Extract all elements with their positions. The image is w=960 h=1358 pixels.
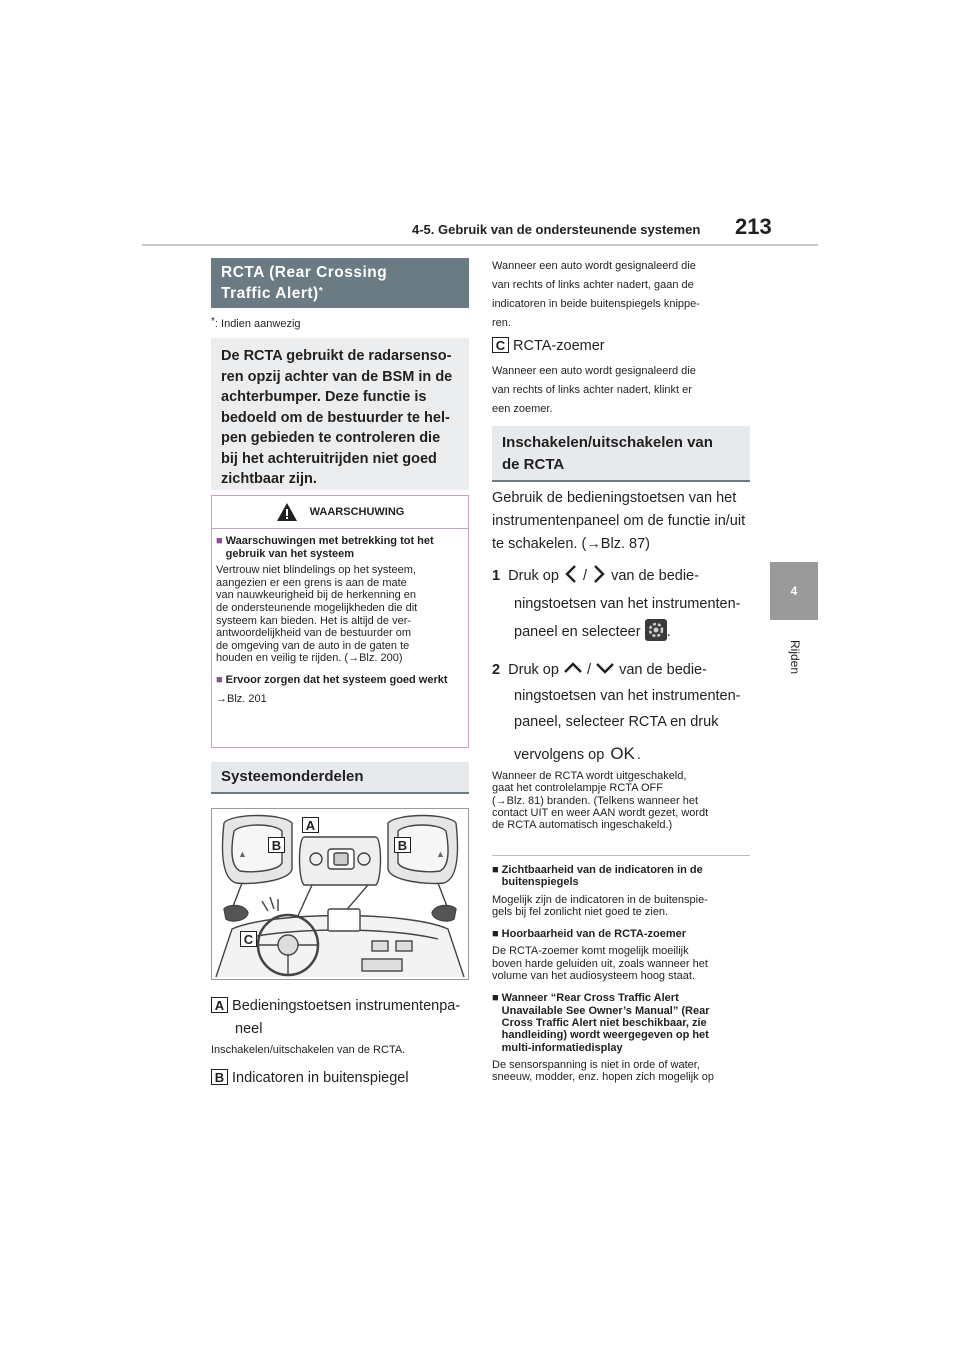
note-body-line: boven harde geluiden uit, zoals wanneer het xyxy=(492,957,708,970)
step-1 xyxy=(492,562,741,646)
warning-item1-title xyxy=(216,535,464,560)
after-note-line: contact UIT en weer AAN wordt gezet, wordt xyxy=(492,806,709,819)
rcta-title-line2: Traffic Alert) xyxy=(221,285,319,302)
square-bullet-icon: ■ xyxy=(216,673,223,686)
legend-a-line1: Bedieningstoetsen instrumentenpa- xyxy=(232,998,461,1014)
warning-title: WAARSCHUWING xyxy=(309,506,405,518)
note-2-title xyxy=(492,928,754,940)
notes xyxy=(492,864,754,1083)
note-title-line: Zichtbaarheid van de indicatoren in de xyxy=(501,864,703,876)
legend-c-box: C xyxy=(492,337,509,353)
step-text: paneel, selecteer RCTA en druk xyxy=(514,714,719,730)
square-bullet-icon: ■ xyxy=(492,992,499,1005)
after-note xyxy=(492,770,708,831)
after-note-line: gaat het controlelampje RCTA OFF xyxy=(492,782,663,795)
slash: / xyxy=(582,568,588,584)
legend-b-desc-line: ren. xyxy=(492,317,511,329)
warning-item2-title xyxy=(216,674,464,687)
after-note-line: (→Blz. 81) branden. (Telkens wanneer het xyxy=(492,794,699,807)
warning-item2-ref: →Blz. 201 xyxy=(216,692,267,705)
intro-line: ren opzij achter van de BSM in de xyxy=(221,368,453,385)
warning-item1-title-text: Waarschuwingen met betrekking tot het gebruik van het systeem xyxy=(225,535,434,560)
square-bullet-icon: ■ xyxy=(492,864,499,876)
section-title: 4-5. Gebruik van de ondersteunende systemen xyxy=(412,222,701,237)
legend-c-desc-line: Wanneer een auto wordt gesignaleerd die xyxy=(492,365,696,377)
warning-text-line: aangezien er een grens is aan de mate xyxy=(216,576,407,589)
warning-text-line: houden en veilig te rijden. (→Blz. 200) xyxy=(216,652,403,665)
step-text: Druk op xyxy=(508,568,559,584)
note-body-line: Mogelijk zijn de indicatoren in de buitenspie- xyxy=(492,893,708,906)
step-text: paneel en selecteer xyxy=(514,624,641,640)
square-bullet-icon: ■ xyxy=(216,535,223,547)
toggle-header xyxy=(492,426,750,482)
step-text: ningstoetsen van het instrumenten- xyxy=(514,688,741,704)
chapter-number: 4 xyxy=(790,584,798,598)
warning-text-line: antwoordelijkheid van de bestuurder om xyxy=(216,627,412,640)
chevron-up-icon xyxy=(563,660,583,676)
footnote-text: : Indien aanwezig xyxy=(214,318,301,330)
diagram-label-b-left: B xyxy=(268,837,285,853)
chapter-label: Rijden xyxy=(788,639,802,675)
components-header-text: Systeemonderdelen xyxy=(221,768,364,785)
chevron-right-icon xyxy=(591,564,607,584)
svg-text:▲: ▲ xyxy=(238,849,247,859)
legend-b xyxy=(211,1067,409,1090)
step-text: Druk op xyxy=(508,662,559,678)
note-title-line: multi-informatiedisplay xyxy=(501,1041,623,1054)
step-number: 2 xyxy=(492,662,501,678)
slash: / xyxy=(586,662,592,678)
intro-line: bij het achteruitrijden niet goed xyxy=(221,450,437,467)
intro-line: zichtbaar zijn. xyxy=(221,471,317,487)
svg-text:▲: ▲ xyxy=(436,849,445,859)
note-title-line: Unavailable See Owner’s Manual” (Rear xyxy=(501,1004,710,1017)
note-title-line: handleiding) wordt weergegeven op het xyxy=(501,1029,709,1042)
legend-c xyxy=(492,335,605,358)
cockpit-illustration xyxy=(212,809,468,979)
footnote-marker: * xyxy=(318,286,324,297)
legend-c-desc xyxy=(492,362,696,419)
legend-c-desc-line: van rechts of links achter nadert, klinkt er xyxy=(492,384,692,396)
note-2-body xyxy=(492,945,754,982)
legend-b-box: B xyxy=(211,1069,228,1085)
settings-gear-icon xyxy=(645,619,667,641)
step-text: . xyxy=(666,624,671,640)
note-title-line: buitenspiegels xyxy=(501,876,579,889)
legend-b-title: Indicatoren in buitenspiegel xyxy=(232,1070,409,1086)
chevron-left-icon xyxy=(563,564,579,584)
chevron-down-icon xyxy=(595,660,615,676)
toggle-intro xyxy=(492,487,745,556)
warning-triangle-icon xyxy=(276,502,298,522)
note-title-line: Wanneer “Rear Cross Traffic Alert xyxy=(501,992,679,1005)
after-note-line: de RCTA automatisch ingeschakeld.) xyxy=(492,819,673,832)
note-1-body xyxy=(492,894,754,919)
warning-header xyxy=(212,496,468,529)
chapter-label-wrap xyxy=(775,630,815,680)
components-header xyxy=(211,762,469,794)
toggle-intro-line: instrumentenpaneel om de functie in/uit xyxy=(492,513,746,529)
legend-b-desc xyxy=(492,257,700,333)
toggle-header-line2: de RCTA xyxy=(502,456,565,473)
legend-a-desc: Inschakelen/uitschakelen van de RCTA. xyxy=(211,1044,406,1056)
warning-text-line: Vertrouw niet blindelings op het systeem, xyxy=(216,564,416,577)
warning-box xyxy=(211,495,469,748)
toggle-header-line1: Inschakelen/uitschakelen van xyxy=(502,434,713,451)
step-text: vervolgens op xyxy=(514,747,605,763)
square-bullet-icon: ■ xyxy=(492,928,499,941)
footnote-mark: * xyxy=(211,316,215,327)
warning-text-line: van nauwkeurigheid bij de herkenning en xyxy=(216,589,416,602)
legend-b-desc-line: Wanneer een auto wordt gesignaleerd die xyxy=(492,260,696,272)
legend-b-desc-line: van rechts of links achter nadert, gaan de xyxy=(492,279,694,291)
step-text: . xyxy=(636,747,641,763)
after-note-line: Wanneer de RCTA wordt uitgeschakeld, xyxy=(492,770,687,782)
warning-text-line: de ondersteunende mogelijkheden die dit xyxy=(216,601,418,614)
legend-b-desc-line: indicatoren in beide buitenspiegels knippe- xyxy=(492,298,700,310)
note-body-line: volume van het audiosysteem hoog staat. xyxy=(492,970,696,983)
ok-button-icon: OK xyxy=(610,744,635,763)
note-body-line: De sensorspanning is niet in orde of water, xyxy=(492,1058,700,1071)
rcta-section-header xyxy=(211,258,469,308)
intro-line: De RCTA gebruikt de radarsenso- xyxy=(221,348,452,364)
note-body-line: sneeuw, modder, enz. hopen zich mogelijk op xyxy=(492,1071,714,1084)
step-text: van de bedie- xyxy=(619,662,707,678)
note-body-line: gels bij fel zonlicht niet goed te zien. xyxy=(492,905,669,918)
diagram-label-b-right: B xyxy=(394,837,411,853)
note-body-line: De RCTA-zoemer komt mogelijk moeilijk xyxy=(492,945,689,958)
warning-text-line: systeem kan bieden. Het is altijd de ver- xyxy=(216,614,412,627)
footnote xyxy=(211,318,301,330)
diagram-label-c: C xyxy=(240,931,257,947)
intro-line: achterbumper. Deze functie is xyxy=(221,389,427,405)
page-number: 213 xyxy=(735,214,772,239)
note-title-line: Cross Traffic Alert niet beschikbaar, zie xyxy=(501,1016,707,1029)
intro-line: pen gebieden te controleren die xyxy=(221,430,441,446)
toggle-intro-line: Gebruik de bedieningstoetsen van het xyxy=(492,490,737,506)
note-title-line: Hoorbaarheid van de RCTA-zoemer xyxy=(501,928,687,941)
legend-a-box: A xyxy=(211,997,228,1013)
intro-line: bedoeld om de bestuurder te hel- xyxy=(221,409,450,426)
rcta-title-line1: RCTA (Rear Crossing xyxy=(221,264,388,281)
step-text: ningstoetsen van het instrumenten- xyxy=(514,596,741,612)
note-3-body xyxy=(492,1059,754,1084)
step-text: van de bedie- xyxy=(611,568,699,584)
legend-a-line2: neel xyxy=(235,1021,263,1037)
step-2 xyxy=(492,657,741,768)
diagram-label-a: A xyxy=(302,817,319,833)
legend-c-title: RCTA-zoemer xyxy=(513,338,605,354)
warning-item2-title-text: Ervoor zorgen dat het systeem goed werkt xyxy=(225,673,448,686)
legend-c-desc-line: een zoemer. xyxy=(492,403,553,415)
note-1-title xyxy=(492,864,754,889)
header-divider xyxy=(142,244,818,246)
notes-divider xyxy=(492,855,750,856)
chapter-tab xyxy=(770,562,818,620)
step-number: 1 xyxy=(492,568,501,584)
toggle-intro-line: te schakelen. (→Blz. 87) xyxy=(492,536,650,552)
legend-a xyxy=(211,995,471,1041)
note-3-title xyxy=(492,992,754,1053)
warning-text-line: de omgeving van de auto in de gaten te xyxy=(216,639,410,652)
cockpit-diagram xyxy=(211,808,469,980)
intro-box xyxy=(211,338,469,490)
